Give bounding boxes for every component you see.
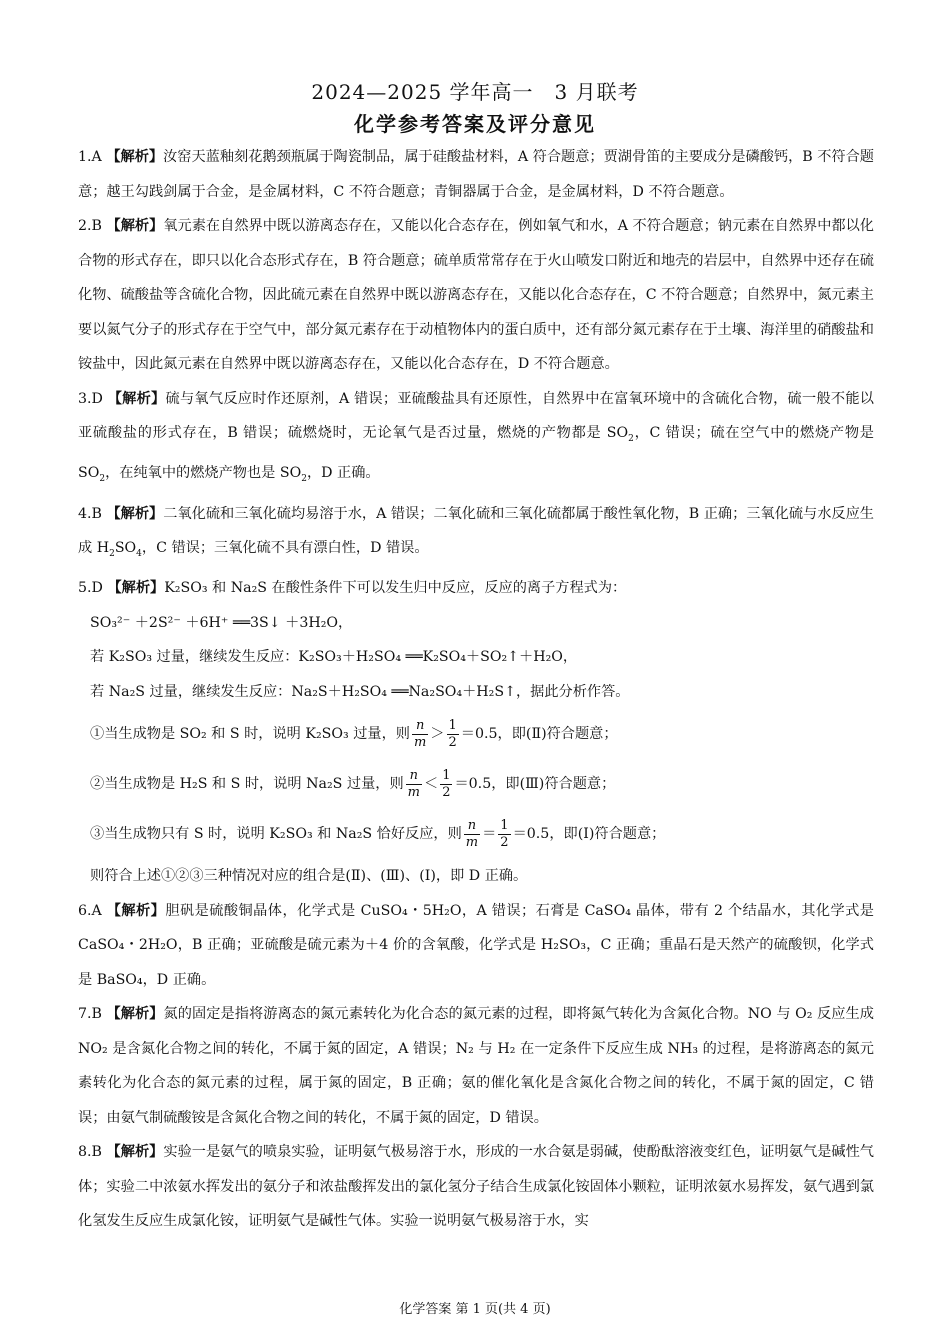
equation-k2so3-excess: 若 K₂SO₃ 过量，继续发生反应：K₂SO₃＋H₂SO₄ ══K₂SO₄＋SO₂↑＋H₂O， xyxy=(90,649,578,666)
ionic-equation: SO₃²⁻ ＋2S²⁻ ＋6H⁺ ══3S↓ ＋3H₂O， xyxy=(90,614,353,631)
numerator: n xyxy=(406,768,422,785)
comparison-sign: ＝ xyxy=(482,826,497,843)
question-text: ，C 错误；硫在空气中的燃烧产物是 SO xyxy=(78,425,874,482)
case-text: ＝0.5，即(Ⅰ)符合题意； xyxy=(512,826,666,843)
question-3 xyxy=(78,382,874,497)
comparison-sign: ＞ xyxy=(430,726,445,743)
question-text: 氧元素在自然界中既以游离态存在，又能以化合态存在，例如氧气和水，A 不符合题意；钠元素在自然界中都以化合物的形式存在，即只以化合态形式存在，B 符合题意；硫单质常常存在于火山喷发口附近和地壳的岩层中，自然界中还存在硫化物、硫酸盐等含硫化合物，因此硫元素在自然界中既以游离态存在，又能以化合态存在，C 不符合题意；自然界中，氮元素主要以氮气分子的形式存在于空气中，部分氮元素存在于动植物体内的蛋白质中，还有部分氮元素存在于土壤、海洋里的硝酸盐和铵盐中，因此氮元素在自然界中既以游离态存在，又能以化合态存在，D 不符合题意。 xyxy=(78,218,874,372)
fraction-one-half xyxy=(447,718,459,751)
fraction-one-half xyxy=(440,768,452,801)
question-text: 二氧化硫和三氧化硫均易溶于水，A 错误；二氧化硫和三氧化硫都属于酸性氧化物，B 正确；三氧化硫与水反应生成 H xyxy=(78,505,874,557)
question-text: K₂SO₃ 和 Na₂S 在酸性条件下可以发生归中反应，反应的离子方程式为： xyxy=(164,580,627,597)
question-number: 6.A xyxy=(78,902,102,919)
fraction-n-over-m xyxy=(412,718,428,751)
subscript: 2 xyxy=(301,474,307,485)
numerator: n xyxy=(464,818,480,835)
document-subtitle: 化学参考答案及评分意见 xyxy=(354,112,596,136)
question-text: 实验一是氨气的喷泉实验，证明氨气极易溶于水，形成的一水合氨是弱碱，使酚酞溶液变红色，证明氨气是碱性气体；实验二中浓氨水挥发出的氨分子和浓盐酸挥发出的氯化氢分子结合生成氯化铵固体小颗粒，证明浓氨水易挥发，氨气遇到氯化氢发生反应生成氯化铵，证明氨气是碱性气体。实验一说明氨气极易溶于水，实 xyxy=(78,1144,874,1230)
analysis-tag: 【解析】 xyxy=(106,1006,164,1023)
conclusion: 则符合上述①②③三种情况对应的组合是(Ⅱ)、(Ⅲ)、(Ⅰ)，即 D 正确。 xyxy=(90,868,528,885)
question-text: 氮的固定是指将游离态的氮元素转化为化合态的氮元素的过程，即将氮气转化为含氮化合物。NO 与 O₂ 反应生成 NO₂ 是含氮化合物之间的转化，不属于氮的固定，A 错误；N₂ 与 H₂ 在一定条件下反应生成 NH₃ 的过程，是将游离态的氮元素转化为化合态的氮元素的过程，属于氮的固定，B 正确；氨的催化氧化是含氮化合物之间的转化，不属于氮的固定，C 错误；由氨气制硫酸铵是含氮化合物之间的转化，不属于氮的固定，D 错误。 xyxy=(78,1006,874,1126)
analysis-tag: 【解析】 xyxy=(106,149,164,165)
subscript: 2 xyxy=(628,433,634,444)
equation-na2s-excess: 若 Na₂S 过量，继续发生反应：Na₂S＋H₂SO₄ ══Na₂SO₄＋H₂S↑，据此分析作答。 xyxy=(90,683,630,700)
case-3 xyxy=(78,809,874,859)
question-text: 胆矾是硫酸铜晶体，化学式是 CuSO₄・5H₂O，A 错误；石膏是 CaSO₄ 晶体，带有 2 个结晶水，其化学式是 CaSO₄・2H₂O，B 正确；亚硫酸是硫元素为＋4 价的含氧酸，化学式是 H₂SO₃，C 正确；重晶石是天然产的硫酸钡，化学式是 BaSO₄，D 正确。 xyxy=(78,902,874,988)
case-text: ＝0.5，即(Ⅲ)符合题意； xyxy=(454,776,616,793)
question-number: 3.D xyxy=(78,390,103,407)
case-text: ＝0.5，即(Ⅱ)符合题意； xyxy=(460,726,618,743)
question-6 xyxy=(78,894,874,998)
denominator: m xyxy=(413,734,427,750)
analysis-tag: 【解析】 xyxy=(106,505,164,522)
question-text: SO xyxy=(114,540,137,557)
question-number: 7.B xyxy=(78,1006,102,1023)
question-1 xyxy=(78,140,874,209)
question-number: 4.B xyxy=(78,505,102,522)
question-2 xyxy=(78,209,874,382)
analysis-tag: 【解析】 xyxy=(106,218,164,234)
question-5 xyxy=(78,571,874,894)
numerator: 1 xyxy=(442,767,451,783)
question-number: 2.B xyxy=(78,218,102,234)
question-number: 1.A xyxy=(78,149,102,165)
analysis-tag: 【解析】 xyxy=(106,1144,164,1161)
subscript: 4 xyxy=(136,548,142,559)
answer-content xyxy=(78,140,874,1239)
denominator: m xyxy=(465,834,479,850)
numerator: n xyxy=(412,718,428,735)
case-1 xyxy=(78,709,874,759)
fraction-n-over-m xyxy=(406,768,422,801)
case-text: ③当生成物只有 S 时，说明 K₂SO₃ 和 Na₂S 恰好反应，则 xyxy=(90,826,462,843)
case-2 xyxy=(78,759,874,809)
case-text: ②当生成物是 H₂S 和 S 时，说明 Na₂S 过量，则 xyxy=(90,776,404,793)
subscript: 2 xyxy=(109,548,115,559)
comparison-sign: ＜ xyxy=(423,776,439,793)
question-text: ，在纯氧中的燃烧产物也是 SO xyxy=(105,465,302,482)
page-footer: 化学答案 第 1 页(共 4 页) xyxy=(399,1302,551,1317)
question-7 xyxy=(78,997,874,1135)
question-number: 5.D xyxy=(78,580,103,597)
question-text: 汝窑天蓝釉刻花鹅颈瓶属于陶瓷制品，属于硅酸盐材料，A 符合题意；贾湖骨笛的主要成分是磷酸钙，B 不符合题意；越王勾践剑属于合金，是金属材料，C 不符合题意；青铜器属于合金，是金属材料，D 不符合题意。 xyxy=(78,149,874,200)
analysis-tag: 【解析】 xyxy=(107,580,165,597)
denominator: 2 xyxy=(500,834,509,850)
denominator: m xyxy=(407,784,420,800)
denominator: 2 xyxy=(448,734,457,750)
question-text: ，C 错误；三氧化硫不具有漂白性，D 错误。 xyxy=(141,540,429,557)
question-text: 硫与氧气反应时作还原剂，A 错误；亚硫酸盐具有还原性，自然界中在富氧环境中的含硫化合物，硫一般不能以亚硫酸盐的形式存在，B 错误；硫燃烧时，无论氧气是否过量，燃烧的产物都是 SO xyxy=(78,390,874,441)
question-4 xyxy=(78,497,874,572)
subscript: 2 xyxy=(99,474,106,485)
fraction-one-half xyxy=(498,818,510,851)
exam-title: 2024—2025 学年高一 3 月联考 xyxy=(311,80,639,104)
numerator: 1 xyxy=(500,817,509,833)
denominator: 2 xyxy=(442,784,451,800)
question-number: 8.B xyxy=(78,1144,102,1161)
analysis-tag: 【解析】 xyxy=(106,902,166,919)
fraction-n-over-m xyxy=(464,818,480,851)
question-text: ，D 正确。 xyxy=(306,465,380,482)
case-text: ①当生成物是 SO₂ 和 S 时，说明 K₂SO₃ 过量，则 xyxy=(90,726,410,743)
numerator: 1 xyxy=(448,717,457,733)
analysis-tag: 【解析】 xyxy=(107,390,166,407)
question-8 xyxy=(78,1135,874,1239)
